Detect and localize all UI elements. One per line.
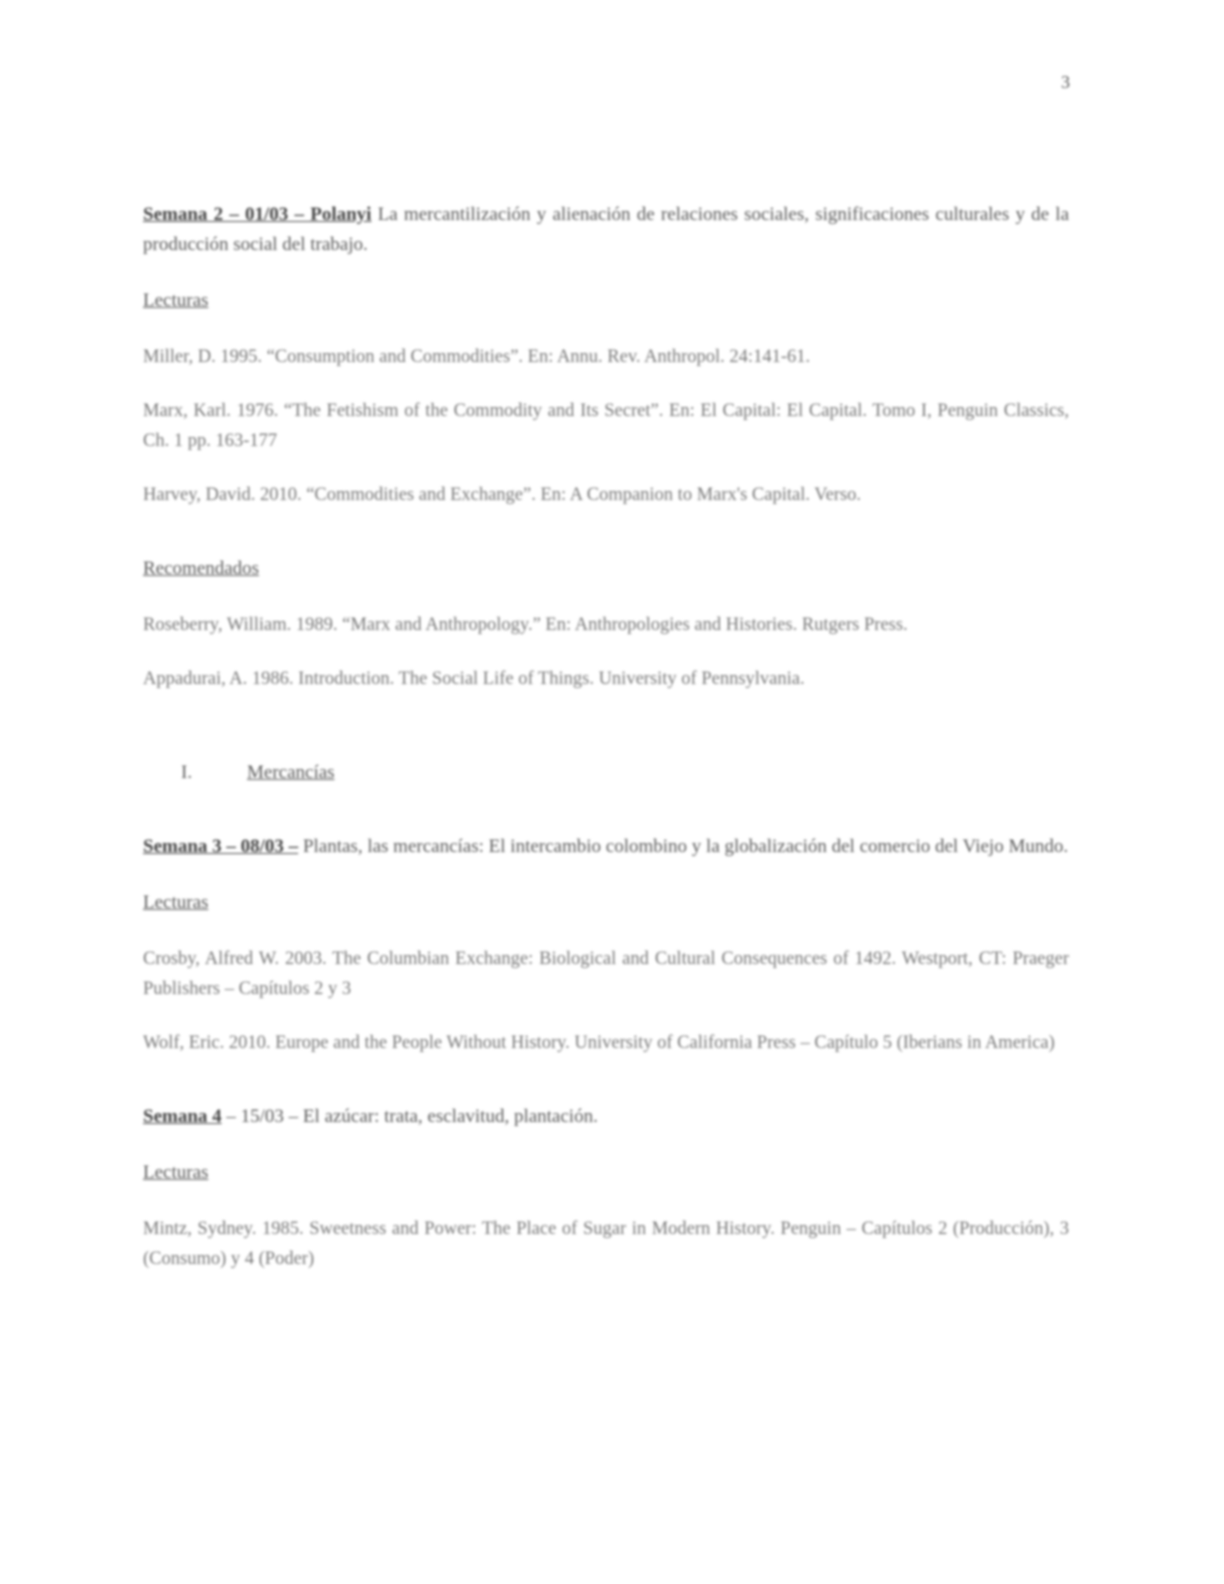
section-heading xyxy=(143,758,1069,788)
week-2-reading-1: Miller, D. 1995. “Consumption and Commodities”. En: Annu. Rev. Anthropol. 24:141-61. xyxy=(143,347,811,367)
week-2-reading-2: Marx, Karl. 1976. “The Fetishism of the Commodity and Its Secret”. En: El Capital: El Capital. Tomo I, Penguin Classics, Ch. 1 pp. 163-177 xyxy=(143,401,1069,451)
document-body xyxy=(143,200,1069,1274)
section-number: I. xyxy=(181,762,193,783)
week-2-recommended-1: Roseberry, William. 1989. “Marx and Anthropology.” En: Anthropologies and Histories. Rutgers Press. xyxy=(143,615,908,635)
week-4-reading-1: Mintz, Sydney. 1985. Sweetness and Power: The Place of Sugar in Modern History. Penguin – Capítulos 2 (Producción), 3 (Consumo) y 4 (Poder) xyxy=(143,1219,1069,1269)
week-2-label: Semana 2 – 01/03 – Polanyi xyxy=(143,204,372,225)
week-4-description: – 15/03 – El azúcar: trata, esclavitud, plantación. xyxy=(226,1106,598,1127)
week-3-readings-label: Lecturas xyxy=(143,892,209,913)
week-3-heading xyxy=(143,832,1069,862)
week-4-label: Semana 4 xyxy=(143,1106,222,1127)
week-2-heading xyxy=(143,200,1069,260)
week-4-heading xyxy=(143,1102,1069,1132)
week-2-description: La mercantilización y alienación de relaciones sociales, significaciones culturales y de la producción social del trabajo. xyxy=(143,204,1070,255)
week-4-readings-label: Lecturas xyxy=(143,1162,209,1183)
page-number: 3 xyxy=(1061,72,1070,92)
week-3-reading-2: Wolf, Eric. 2010. Europe and the People Without History. University of California Press – Capítulo 5 (Iberians in America) xyxy=(143,1033,1055,1053)
week-2-recommended-label: Recomendados xyxy=(143,558,260,579)
week-3-reading-1: Crosby, Alfred W. 2003. The Columbian Exchange: Biological and Cultural Consequences of 1492. Westport, CT: Praeger Publishers – Capítulos 2 y 3 xyxy=(143,949,1069,999)
week-2-readings-label: Lecturas xyxy=(143,290,209,311)
week-3-label: Semana 3 – 08/03 – xyxy=(143,836,299,857)
week-2-reading-3: Harvey, David. 2010. “Commodities and Exchange”. En: A Companion to Marx's Capital. Verso. xyxy=(143,485,862,505)
week-3-description: Plantas, las mercancías: El intercambio colombino y la globalización del comercio del Viejo Mundo. xyxy=(302,836,1069,857)
section-title: Mercancías xyxy=(247,762,335,783)
week-2-recommended-2: Appadurai, A. 1986. Introduction. The Social Life of Things. University of Pennsylvania. xyxy=(143,669,805,689)
